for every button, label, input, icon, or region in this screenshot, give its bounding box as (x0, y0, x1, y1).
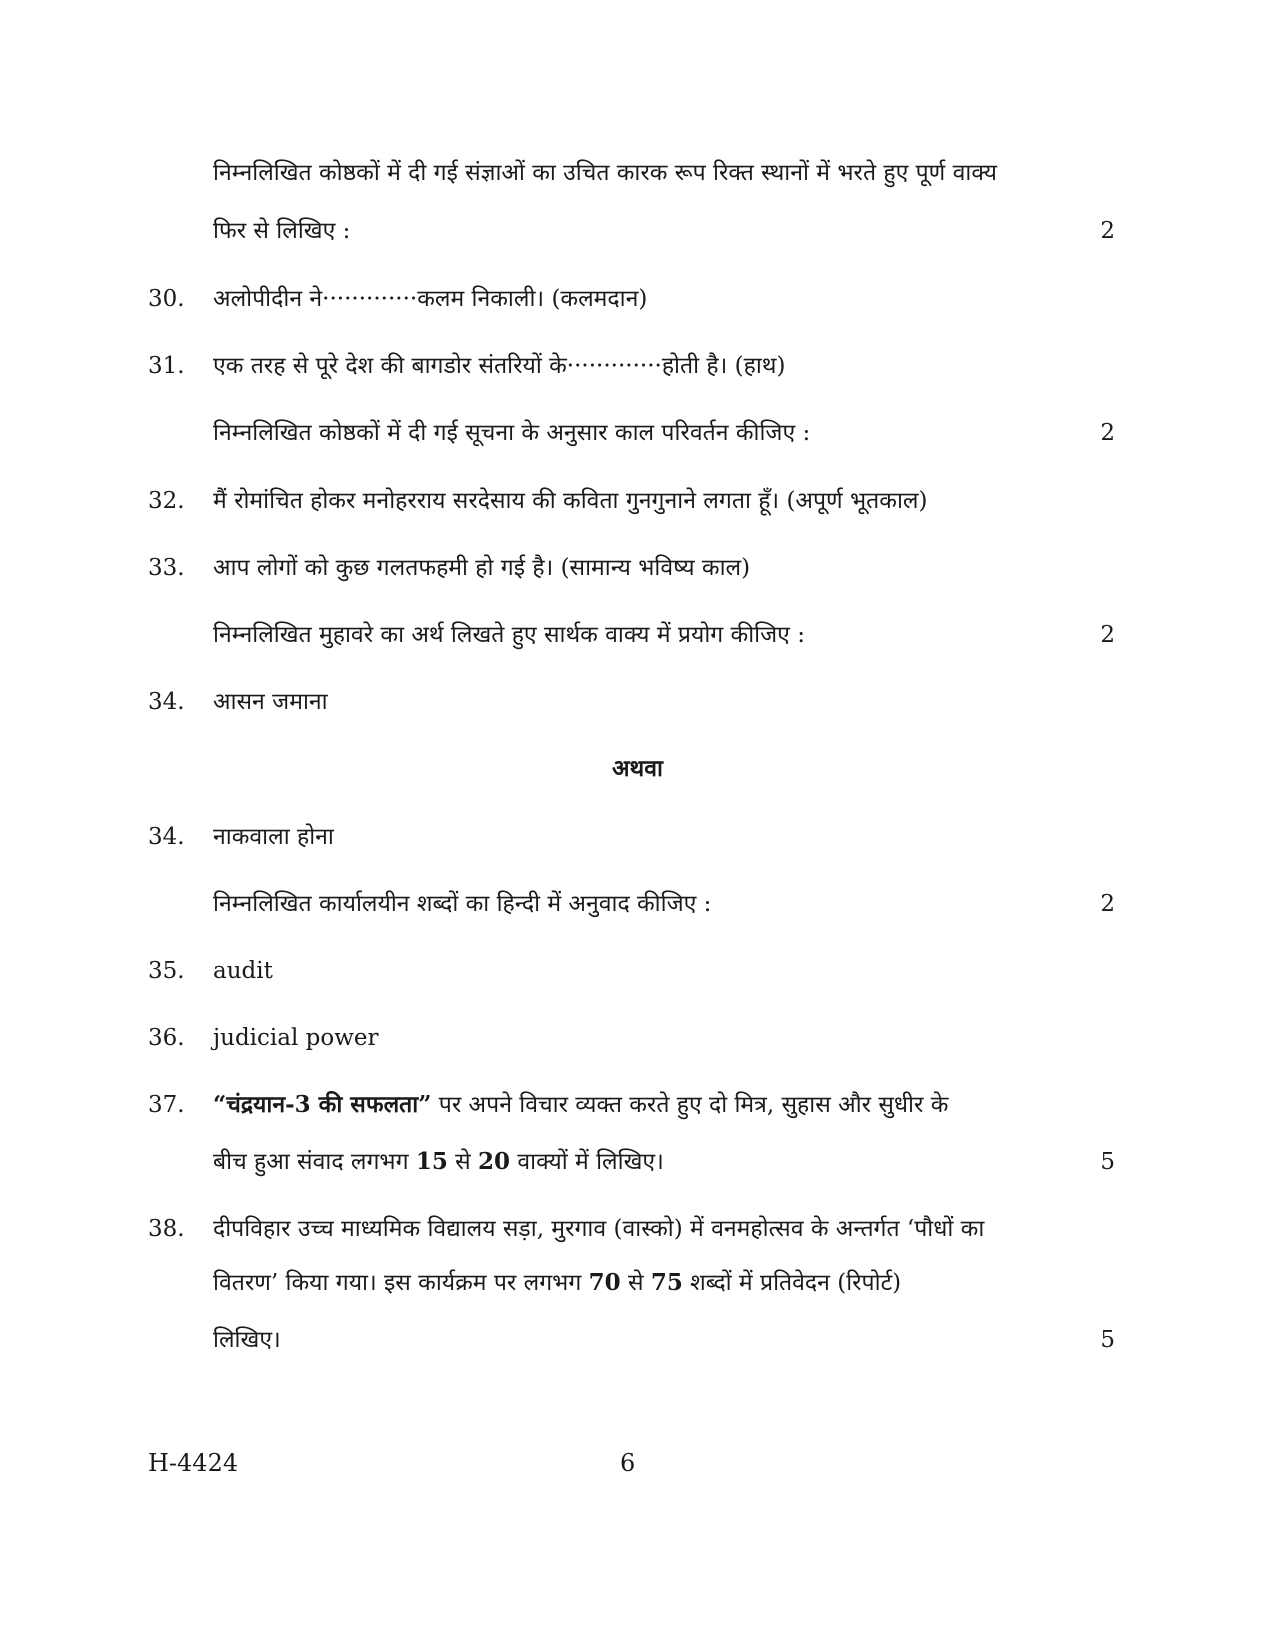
question-38-line3: लिखिए। (213, 1327, 281, 1353)
page-number: 6 (620, 1449, 636, 1477)
instruction-karak-line2: फिर से लिखिए : (213, 218, 351, 244)
question-37-min: 15 (415, 1148, 448, 1175)
question-number-38: 38. (148, 1216, 185, 1242)
question-number-37: 37. (148, 1092, 185, 1118)
question-number-36: 36. (148, 1025, 185, 1051)
blank-dots: ············· (322, 286, 418, 312)
question-34-option-b: नाकवाला होना (213, 824, 334, 850)
question-33: आप लोगों को कुछ गलतफहमी हो गई है। (सामान्य भविष्य काल) (213, 555, 751, 581)
marks-q38: 5 (1100, 1327, 1115, 1353)
question-38-max: 75 (650, 1269, 683, 1296)
question-31 (213, 351, 785, 381)
blank-dots: ············· (566, 353, 662, 379)
marks-anuvad: 2 (1100, 891, 1115, 917)
question-38-line2-b: से (620, 1270, 651, 1296)
paper-code: H-4424 (148, 1449, 239, 1477)
question-37-line2-b: से (447, 1149, 479, 1175)
question-38-line1: दीपविहार उच्च माध्यमिक विद्यालय सड़ा, मुरगाव (वास्को) में वनमहोत्सव के अन्तर्गत ‘पौधों का (213, 1216, 985, 1242)
question-38-line2 (213, 1268, 901, 1298)
marks-muhavara: 2 (1100, 622, 1115, 648)
question-number-32: 32. (148, 488, 185, 514)
question-37-topic: “चंद्रयान-3 की सफलता” (213, 1091, 432, 1118)
question-number-30: 30. (148, 286, 185, 312)
marks-karak: 2 (1100, 218, 1115, 244)
marks-q37: 5 (1100, 1149, 1115, 1175)
question-37-line2-a: बीच हुआ संवाद लगभग (213, 1149, 416, 1175)
question-37-max: 20 (478, 1148, 511, 1175)
instruction-anuvad: निम्नलिखित कार्यालयीन शब्दों का हिन्दी में अनुवाद कीजिए : (213, 891, 712, 917)
question-34-option-a: आसन जमाना (213, 689, 328, 715)
question-31-after: होती है। (हाथ) (661, 353, 786, 379)
question-30-after: कलम निकाली। (कलमदान) (417, 286, 648, 312)
question-number-35: 35. (148, 958, 185, 984)
question-38-line2-a: वितरण’ किया गया। इस कार्यक्रम पर लगभग (213, 1270, 589, 1296)
question-30 (213, 284, 647, 314)
question-number-34: 34. (148, 689, 185, 715)
question-number-34-alt: 34. (148, 824, 185, 850)
question-number-31: 31. (148, 353, 185, 379)
instruction-karak-line1: निम्नलिखित कोष्ठकों में दी गई संज्ञाओं का उचित कारक रूप रिक्त स्थानों में भरते हुए पूर्ण वाक्य (213, 160, 997, 186)
question-36: judicial power (213, 1025, 379, 1051)
question-35: audit (213, 958, 273, 984)
or-separator: अथवा (611, 755, 663, 782)
question-37-line2 (213, 1147, 664, 1177)
question-31-before: एक तरह से पूरे देश की बागडोर संतरियों के (213, 353, 567, 379)
question-37-line1-rest: पर अपने विचार व्यक्त करते हुए दो मित्र, सुहास और सुधीर के (431, 1092, 949, 1118)
question-38-line2-c: शब्दों में प्रतिवेदन (रिपोर्ट) (682, 1270, 902, 1296)
marks-kaal: 2 (1100, 420, 1115, 446)
question-37-line1 (213, 1090, 948, 1120)
instruction-kaal: निम्नलिखित कोष्ठकों में दी गई सूचना के अनुसार काल परिवर्तन कीजिए : (213, 420, 811, 446)
question-37-line2-c: वाक्यों में लिखिए। (510, 1149, 664, 1175)
instruction-muhavara: निम्नलिखित मुहावरे का अर्थ लिखते हुए सार्थक वाक्य में प्रयोग कीजिए : (213, 622, 805, 648)
question-number-33: 33. (148, 555, 185, 581)
question-32: मैं रोमांचित होकर मनोहरराय सरदेसाय की कविता गुनगुनाने लगता हूँ। (अपूर्ण भूतकाल) (213, 488, 928, 514)
question-30-before: अलोपीदीन ने (213, 286, 323, 312)
question-38-min: 70 (588, 1269, 621, 1296)
